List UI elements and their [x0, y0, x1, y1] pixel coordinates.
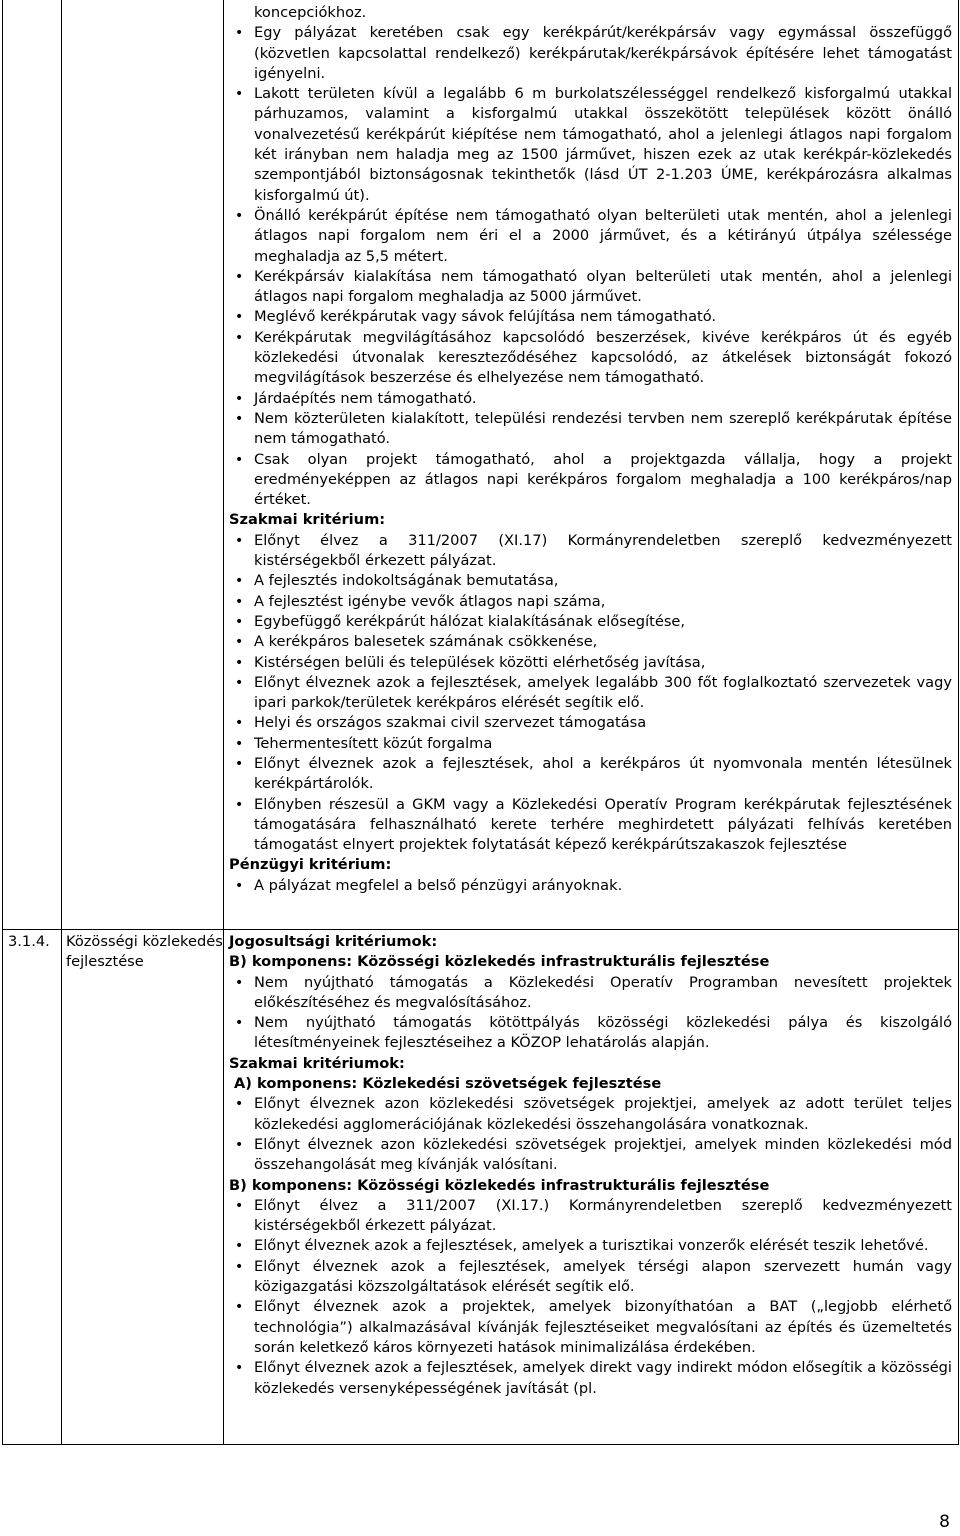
- list-item: [229, 1013, 952, 1054]
- list-item-text: A pályázat megfelel a belső pénzügyi arányoknak.: [254, 876, 623, 894]
- list-item: [229, 973, 952, 1014]
- bullet-icon: •: [235, 86, 244, 103]
- list-item: [229, 1358, 952, 1399]
- section-heading: A) komponens: Közlekedési szövetségek fejlesztése: [234, 1075, 662, 1093]
- list-item-text: Előnyt élveznek azon közlekedési szövetségek projektjei, amelyek az adott terület teljes közlekedési agglomerációjának közlekedési összehangolására vonatkoznak.: [254, 1095, 952, 1133]
- list-item-text: Egy pályázat keretében csak egy kerékpárút/kerékpársáv vagy egymással összefüggő (közvetlen kapcsolattal rendelkező) kerékpárutak/kerékpársávok építésére lehet támogatást igényelni.: [254, 24, 952, 82]
- list-item: [229, 571, 952, 591]
- list-item-text: Járdaépítés nem támogatható.: [254, 389, 477, 407]
- bullet-icon: •: [235, 796, 244, 813]
- bullet-icon: •: [235, 390, 244, 407]
- bullet-icon: •: [235, 593, 244, 610]
- list-item: [229, 1297, 952, 1358]
- list-item: [229, 267, 952, 308]
- bullet-icon: •: [235, 25, 244, 42]
- section-heading: Szakmai kritériumok:: [229, 1054, 405, 1072]
- list-item-text: Nem közterületen kialakított, települési rendezési tervben nem szereplő kerékpárutak építése nem támogatható.: [254, 409, 952, 448]
- list-item-text: A fejlesztés indokoltságának bemutatása,: [254, 572, 559, 590]
- list-item: [229, 1196, 952, 1237]
- list-item-text: Tehermentesített közút forgalma: [254, 734, 493, 752]
- list-item: [229, 592, 952, 612]
- criteria-cell: [224, 0, 959, 930]
- list-item: [229, 612, 952, 632]
- bullet-icon: •: [235, 1197, 244, 1214]
- list-item: [229, 713, 952, 733]
- list-item: [229, 84, 952, 206]
- page-number: 8: [939, 1512, 950, 1532]
- list-item-text: Lakott területen kívül a legalább 6 m burkolatszélességgel rendelkező kisforgalmú utakkal párhuzamos, valamint a kisforgalmú utakkal összekötött települések között önálló vonalvezetésű kerékpárút kiépítése nem támogatható, ahol a jelenlegi átlagos napi forgalom két irányban nem haladja meg az 1500 járművet, hiszen ezek az utak kerékpár-közlekedés szempontjából biztonságosnak tekinthetők (lásd ÚT 2-1.203 ÚME, kerékpározásra alkalmas kisforgalmú út).: [254, 85, 952, 204]
- section-heading: Pénzügyi kritérium:: [229, 856, 392, 874]
- list-item-text: Előnyben részesül a GKM vagy a Közlekedési Operatív Program kerékpárutak fejlesztésének támogatására felhasználható kerete terhére meghirdetett pályázati felhívás keretében támogatást elnyert projektek folytatását képező kerékpárútszakaszok fejlesztése: [254, 795, 952, 854]
- list-item: [229, 653, 952, 673]
- list-item: [229, 734, 952, 754]
- list-item-text: Előnyt élvez a 311/2007 (XI.17.) Kormányrendeletben szereplő kedvezményezett kistérségekből érkezett pályázat.: [254, 1196, 952, 1235]
- bullet-icon: •: [235, 715, 244, 732]
- list-item-text: Előnyt élveznek azok a fejlesztések, amelyek legalább 300 főt foglalkoztató szervezetek vagy ipari parkok/területek kerékpáros elérését segítik elő.: [254, 673, 952, 712]
- bullet-icon: •: [235, 573, 244, 590]
- list-item-text: A fejlesztést igénybe vevők átlagos napi száma,: [254, 592, 606, 610]
- bullet-icon: •: [235, 654, 244, 671]
- list-item: [229, 673, 952, 714]
- bullet-icon: •: [235, 309, 244, 326]
- bullet-icon: •: [235, 1238, 244, 1255]
- list-item-text: Előnyt élvez a 311/2007 (XI.17) Kormányrendeletben szereplő kedvezményezett kistérségekből érkezett pályázat.: [254, 531, 952, 570]
- list-item: [229, 1135, 952, 1176]
- list-item: [229, 876, 952, 896]
- section-heading: B) komponens: Közösségi közlekedés infrastrukturális fejlesztése: [229, 1176, 770, 1194]
- criteria-table: [2, 0, 959, 1445]
- criteria-cell: [224, 930, 959, 1445]
- bullet-icon: •: [235, 329, 244, 346]
- section-heading: Jogosultsági kritériumok:: [229, 933, 438, 950]
- list-item: [229, 23, 952, 84]
- bullet-list: [229, 1196, 952, 1399]
- section-heading: Szakmai kritérium:: [229, 511, 386, 529]
- bullet-icon: •: [235, 634, 244, 651]
- table-row: [3, 930, 959, 1445]
- bullet-list: [229, 973, 952, 1054]
- bullet-icon: •: [235, 532, 244, 549]
- section-label: Közösségi közlekedés fejlesztése: [66, 933, 223, 971]
- bullet-icon: •: [235, 1258, 244, 1275]
- list-item-text: Nem nyújtható támogatás a Közlekedési Operatív Programban nevesített projektek előkészítéséhez és megvalósításához.: [254, 973, 952, 1011]
- bullet-icon: •: [235, 451, 244, 468]
- section-number-cell: [3, 0, 62, 930]
- bullet-list: [229, 876, 952, 896]
- list-item: [229, 389, 952, 409]
- list-item-text: Előnyt élveznek azok a fejlesztések, amelyek direkt vagy indirekt módon elősegítik a közösségi közlekedés versenyképességének javítását (pl.: [254, 1359, 952, 1397]
- section-number-cell: [3, 930, 62, 1445]
- list-item-text: Előnyt élveznek azon közlekedési szövetségek projektjei, amelyek minden közlekedési mód összehangolását meg kívánják valósítani.: [254, 1135, 952, 1174]
- bullet-icon: •: [235, 1299, 244, 1316]
- list-item-text: Előnyt élveznek azok a fejlesztések, amelyek a turisztikai vonzerők elérését teszik lehetővé.: [254, 1237, 929, 1255]
- list-item-text: Előnyt élveznek azok a fejlesztések, ahol a kerékpáros út nyomvonala mentén létesülnek kerékpártárolók.: [254, 754, 952, 793]
- intro-text: koncepciókhoz.: [254, 4, 367, 21]
- list-item: [229, 531, 952, 572]
- bullet-icon: •: [235, 1096, 244, 1113]
- bullet-icon: •: [235, 877, 244, 894]
- bullet-icon: •: [235, 268, 244, 285]
- bullet-list: [229, 23, 952, 510]
- list-item: [229, 206, 952, 267]
- list-item: [229, 450, 952, 511]
- list-item-text: A kerékpáros balesetek számának csökkenése,: [254, 633, 598, 651]
- list-item-text: Meglévő kerékpárutak vagy sávok felújítása nem támogatható.: [254, 308, 717, 326]
- list-item: [229, 328, 952, 389]
- list-item-text: Nem nyújtható támogatás kötöttpályás közösségi közlekedési pálya és kiszolgáló létesítményeinek fejlesztéseihez a KÖZOP lehatárolás alapján.: [254, 1014, 952, 1052]
- list-item: [229, 1257, 952, 1298]
- bullet-icon: •: [235, 410, 244, 427]
- bullet-icon: •: [235, 735, 244, 752]
- list-item: [229, 795, 952, 856]
- list-item-text: Kistérségen belüli és települések közötti elérhetőség javítása,: [254, 653, 706, 671]
- list-item: [229, 307, 952, 327]
- bullet-icon: •: [235, 1360, 244, 1377]
- list-item-text: Előnyt élveznek azok a projektek, amelyek bizonyíthatóan a BAT („legjobb elérhető technológia”) alkalmazásával kívánják fejlesztéseiket megvalósítani az építés és üzemeltetés során keletkező káros környezeti hatások minimalizálása érdekében.: [254, 1298, 952, 1356]
- section-label-cell: [62, 930, 224, 1445]
- list-item-text: Előnyt élveznek azok a fejlesztések, amelyek térségi alapon szervezett humán vagy közigazgatási közszolgáltatások elérését segítik elő.: [254, 1257, 952, 1296]
- list-item: [229, 1236, 952, 1256]
- bullet-list: [229, 1094, 952, 1175]
- bullet-icon: •: [235, 974, 244, 991]
- list-item-text: Egybefüggő kerékpárút hálózat kialakításának elősegítése,: [254, 612, 686, 630]
- list-item: [229, 754, 952, 795]
- list-item: [229, 1094, 952, 1135]
- list-item: [229, 632, 952, 652]
- list-item-text: Önálló kerékpárút építése nem támogatható olyan belterületi utak mentén, ahol a jelenlegi átlagos napi forgalom nem éri el a 2000 járművet, és a kétirányú útpálya szélessége meghaladja az 5,5 métert.: [254, 206, 952, 265]
- section-heading: B) komponens: Közösségi közlekedés infrastrukturális fejlesztése: [229, 953, 770, 971]
- list-item-text: Kerékpársáv kialakítása nem támogatható olyan belterületi utak mentén, ahol a jelenlegi átlagos napi forgalom meghaladja az 5000 járművet.: [254, 267, 952, 306]
- bullet-icon: •: [235, 674, 244, 691]
- bullet-list: [229, 531, 952, 856]
- bullet-icon: •: [235, 755, 244, 772]
- list-item: [229, 409, 952, 450]
- list-item-text: Kerékpárutak megvilágításához kapcsolódó beszerzések, kivéve kerékpáros út és egyéb közlekedési útvonalak kereszteződéséhez kapcsolódó, az átkelések biztonságát fokozó megvilágítások beszerzése és elhelyezése nem támogatható.: [254, 328, 952, 387]
- table-row: [3, 0, 959, 930]
- section-number: 3.1.4.: [8, 933, 50, 950]
- bullet-icon: •: [235, 207, 244, 224]
- list-item-text: Csak olyan projekt támogatható, ahol a projektgazda vállalja, hogy a projekt eredményeképpen az átlagos napi kerékpáros forgalom meghaladja a 100 kerékpáros/nap értéket.: [254, 450, 952, 509]
- section-label-cell: [62, 0, 224, 930]
- bullet-icon: •: [235, 1136, 244, 1153]
- bullet-icon: •: [235, 1015, 244, 1032]
- bullet-icon: •: [235, 613, 244, 630]
- list-item-text: Helyi és országos szakmai civil szervezet támogatása: [254, 714, 647, 732]
